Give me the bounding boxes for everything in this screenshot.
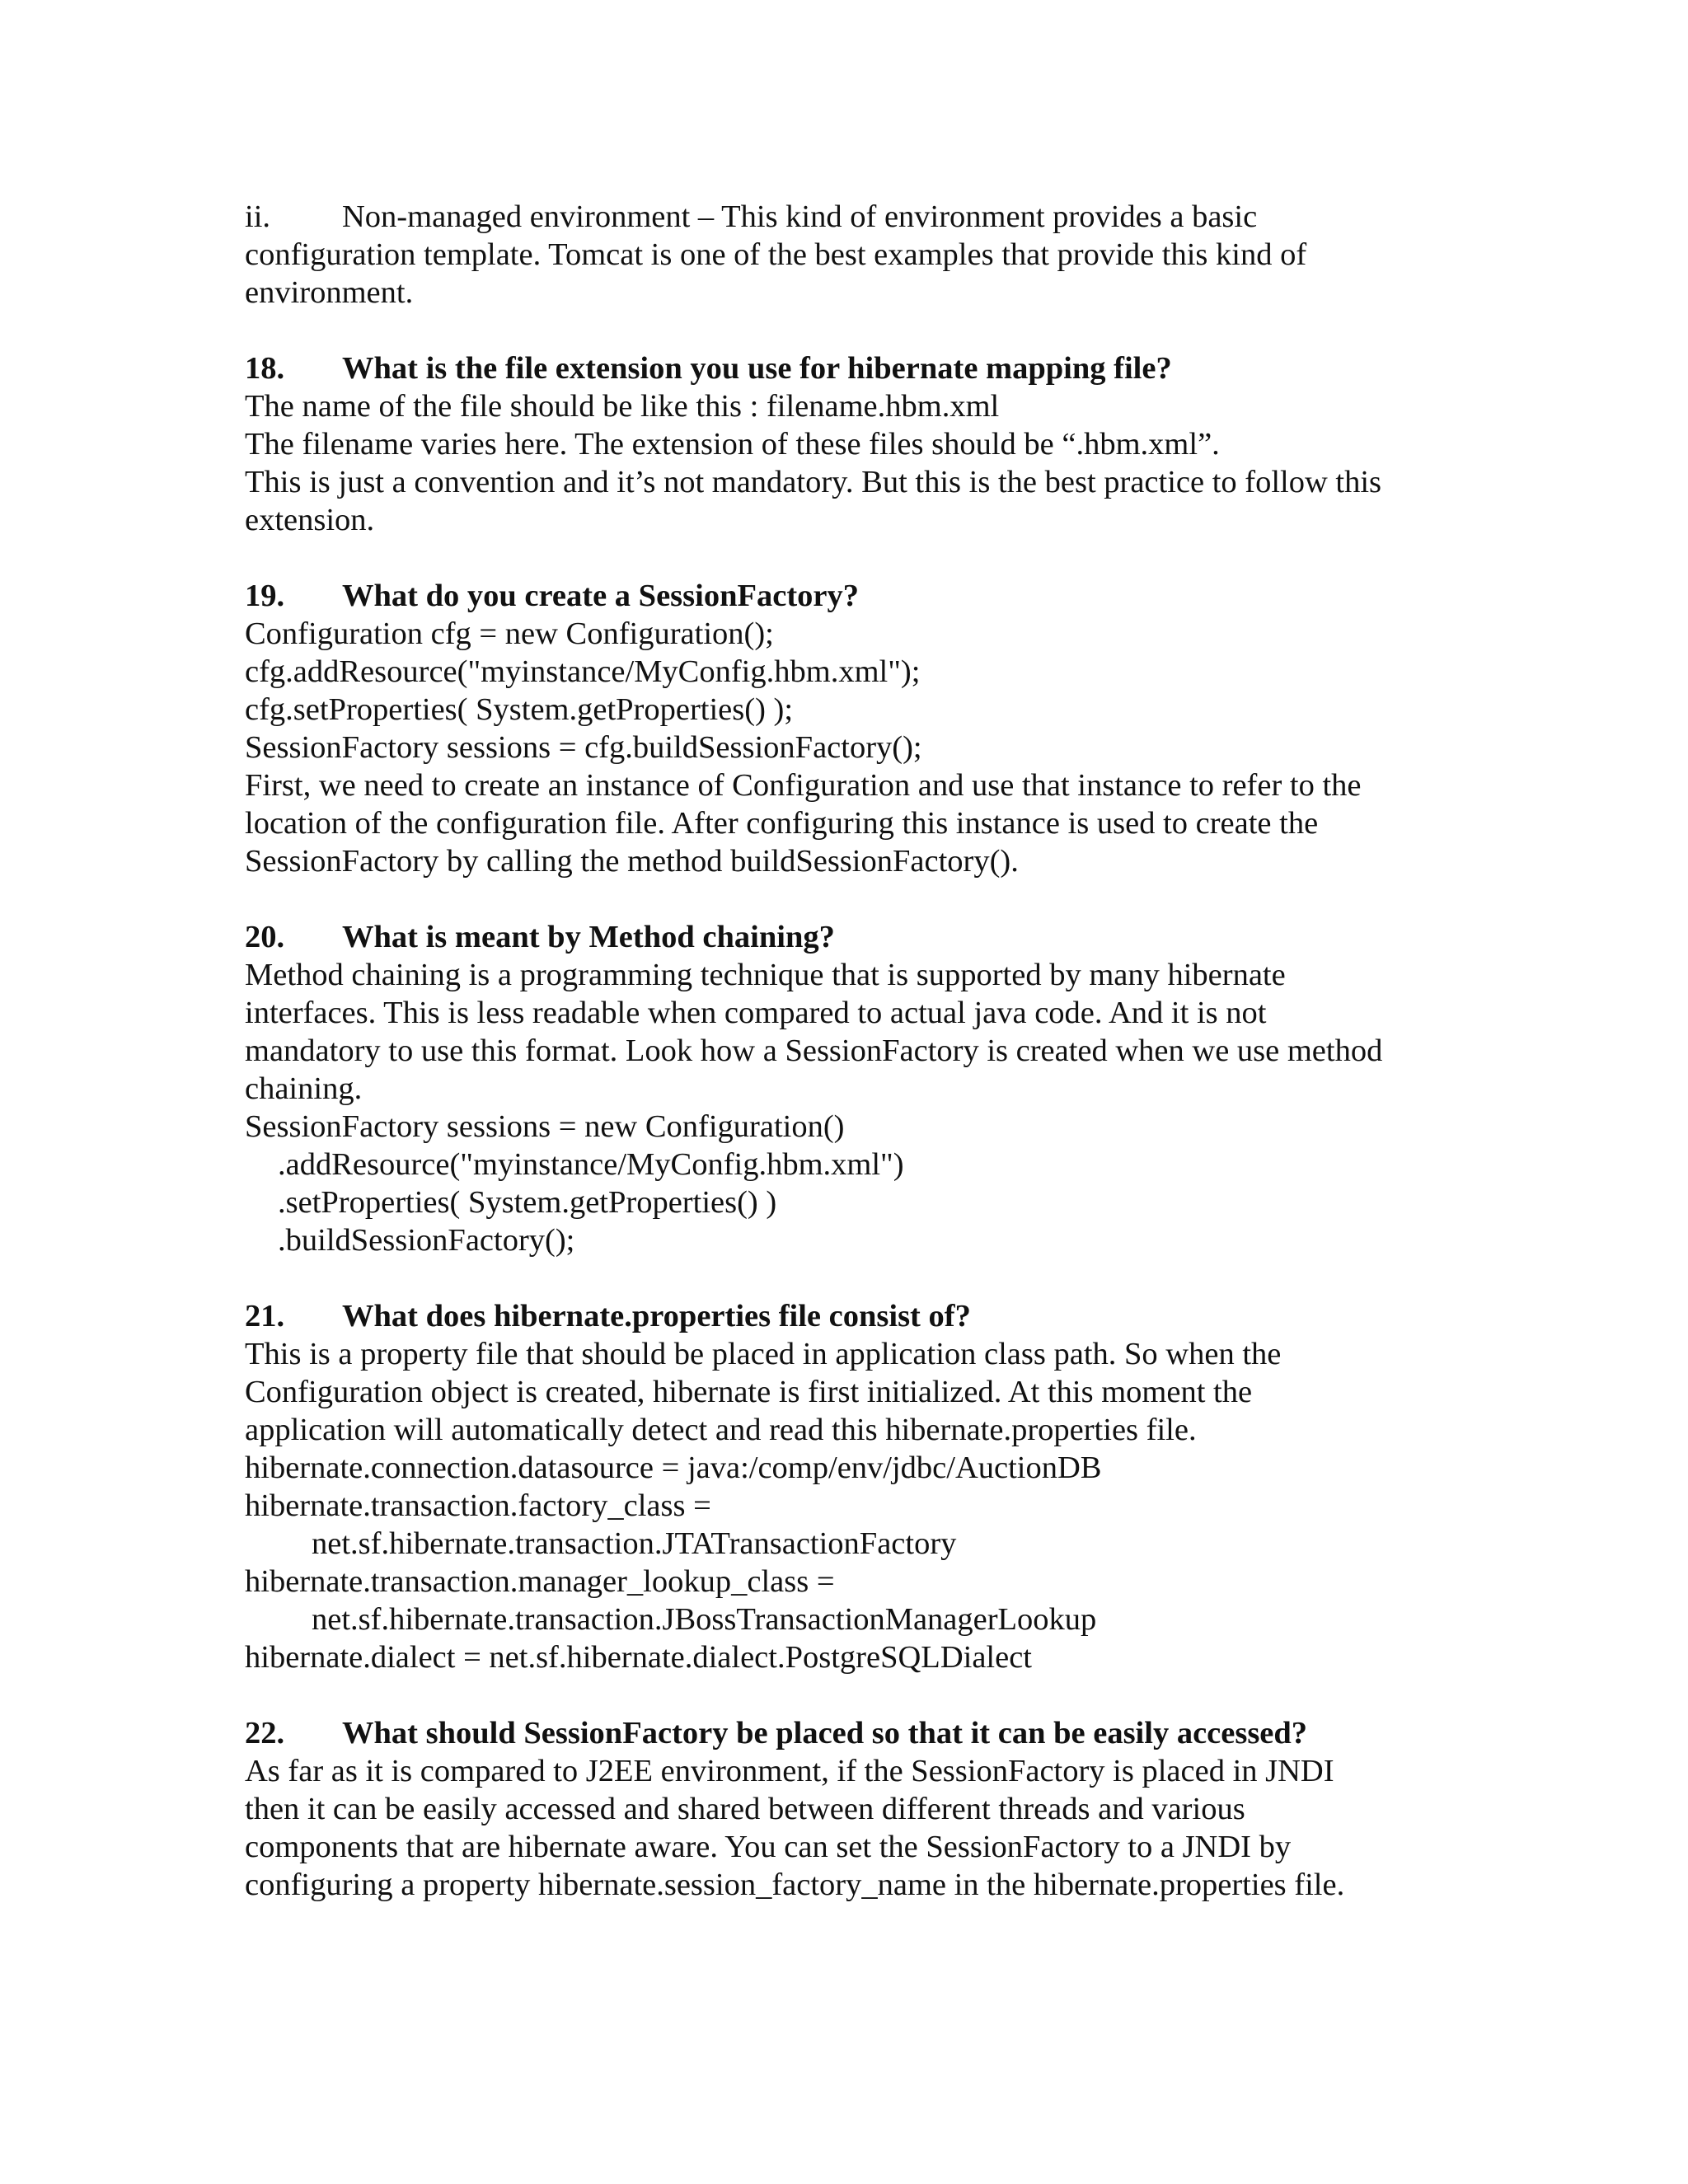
property-value-line: net.sf.hibernate.transaction.JBossTransactionManagerLookup — [312, 1602, 1097, 1637]
answer-line: Configuration object is created, hibernate is first initialized. At this moment the — [245, 1375, 1253, 1409]
property-line: hibernate.transaction.factory_class = — [245, 1488, 711, 1523]
question-number: 19. — [245, 579, 285, 613]
code-line: cfg.setProperties( System.getProperties() ); — [245, 692, 794, 727]
answer-line: SessionFactory by calling the method buildSessionFactory(). — [245, 844, 1019, 879]
question-number: 20. — [245, 920, 285, 954]
paragraph-gap — [245, 1676, 1465, 1714]
code-line-chained: .setProperties( System.getProperties() ) — [278, 1185, 777, 1220]
code-line-chained: .addResource("myinstance/MyConfig.hbm.xml") — [278, 1147, 904, 1182]
question-19-section — [245, 577, 1465, 880]
intro-section — [245, 198, 1465, 312]
question-19-heading — [245, 577, 1465, 615]
intro-line-text: Non-managed environment – This kind of environment provides a basic — [342, 199, 1258, 234]
code-line: SessionFactory sessions = new Configuration() — [245, 1109, 845, 1144]
page-content — [245, 198, 1465, 1904]
intro-line: environment. — [245, 275, 414, 310]
answer-line: This is a property file that should be placed in application class path. So when the — [245, 1337, 1282, 1371]
answer-line: then it can be easily accessed and shared between different threads and various — [245, 1792, 1245, 1826]
property-value-line: net.sf.hibernate.transaction.JTATransactionFactory — [312, 1526, 957, 1561]
answer-line: The name of the file should be like this : filename.hbm.xml — [245, 389, 1000, 424]
question-22-heading — [245, 1714, 1465, 1752]
answer-line: extension. — [245, 503, 375, 537]
question-number: 22. — [245, 1716, 285, 1750]
answer-line: The filename varies here. The extension of these files should be “.hbm.xml”. — [245, 427, 1220, 462]
property-line: hibernate.dialect = net.sf.hibernate.dialect.PostgreSQLDialect — [245, 1640, 1032, 1675]
paragraph-gap — [245, 1259, 1465, 1297]
question-20-heading — [245, 918, 1465, 956]
paragraph-gap — [245, 312, 1465, 349]
question-20-section — [245, 918, 1465, 1259]
question-text: What is meant by Method chaining? — [342, 920, 835, 954]
answer-line: As far as it is compared to J2EE environment, if the SessionFactory is placed in JNDI — [245, 1754, 1334, 1788]
property-line: hibernate.connection.datasource = java:/comp/env/jdbc/AuctionDB — [245, 1451, 1102, 1485]
code-line: cfg.addResource("myinstance/MyConfig.hbm.xml"); — [245, 654, 921, 689]
intro-item-number: ii. — [245, 199, 271, 234]
property-line: hibernate.transaction.manager_lookup_class = — [245, 1564, 835, 1599]
question-21-heading — [245, 1297, 1465, 1335]
code-line: SessionFactory sessions = cfg.buildSessionFactory(); — [245, 730, 922, 765]
question-number: 21. — [245, 1299, 285, 1333]
paragraph-gap — [245, 539, 1465, 577]
answer-line: configuring a property hibernate.session_factory_name in the hibernate.properties file. — [245, 1868, 1345, 1902]
answer-line: chaining. — [245, 1071, 363, 1106]
answer-line: mandatory to use this format. Look how a SessionFactory is created when we use method — [245, 1033, 1383, 1068]
question-22-section — [245, 1714, 1465, 1904]
answer-line: application will automatically detect and read this hibernate.properties file. — [245, 1413, 1197, 1447]
question-21-section — [245, 1297, 1465, 1676]
answer-line: interfaces. This is less readable when compared to actual java code. And it is not — [245, 996, 1267, 1030]
question-text: What does hibernate.properties file consist of? — [342, 1299, 971, 1333]
paragraph-gap — [245, 880, 1465, 918]
code-line-chained: .buildSessionFactory(); — [278, 1223, 575, 1258]
question-text: What should SessionFactory be placed so that it can be easily accessed? — [342, 1716, 1308, 1750]
intro-line: configuration template. Tomcat is one of the best examples that provide this kind of — [245, 237, 1307, 272]
question-18-heading — [245, 349, 1465, 387]
answer-line: First, we need to create an instance of Configuration and use that instance to refer to the — [245, 768, 1362, 803]
code-line: Configuration cfg = new Configuration(); — [245, 616, 774, 651]
answer-line: This is just a convention and it’s not mandatory. But this is the best practice to follow this — [245, 465, 1382, 499]
question-18-section — [245, 349, 1465, 539]
intro-line — [245, 198, 1465, 236]
question-text: What is the file extension you use for hibernate mapping file? — [342, 351, 1172, 386]
answer-line: components that are hibernate aware. You can set the SessionFactory to a JNDI by — [245, 1830, 1292, 1864]
question-text: What do you create a SessionFactory? — [342, 579, 859, 613]
answer-line: location of the configuration file. After configuring this instance is used to create the — [245, 806, 1319, 841]
question-number: 18. — [245, 351, 285, 386]
answer-line: Method chaining is a programming technique that is supported by many hibernate — [245, 958, 1286, 992]
